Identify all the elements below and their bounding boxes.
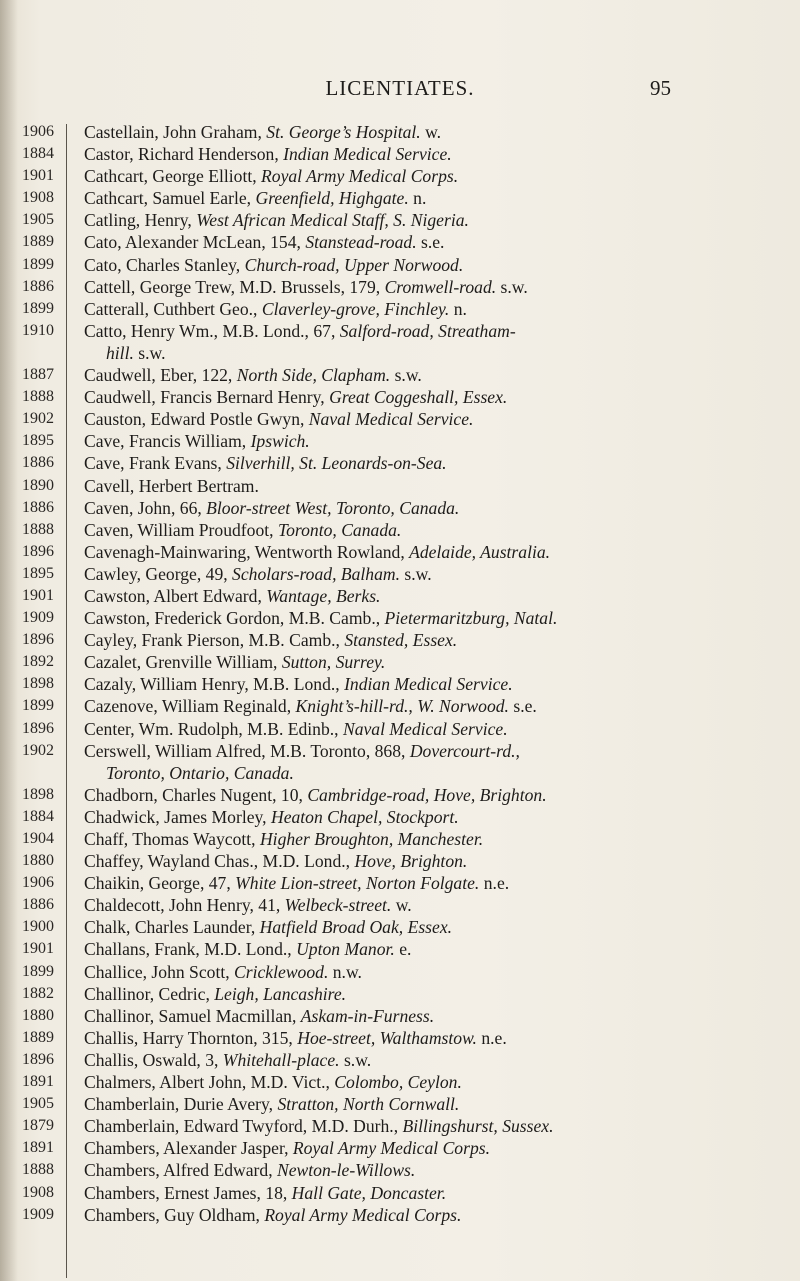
list-item-continuation (0, 762, 800, 784)
page-number: 95 (650, 76, 671, 100)
entry-address: Leigh, Lancashire. (214, 983, 347, 1004)
entry-year: 1880 (22, 1006, 54, 1024)
entry-address: St. George’s Hospital. (266, 122, 421, 142)
entry-year: 1890 (22, 476, 54, 494)
entry-year: 1886 (22, 498, 54, 516)
entry-year: 1909 (22, 609, 54, 627)
list-item (0, 1182, 800, 1204)
entry-year: 1898 (22, 785, 54, 803)
entry-text (84, 298, 796, 320)
entry-address: Great Coggeshall, Essex. (329, 387, 508, 408)
entry-year: 1895 (22, 564, 54, 582)
entry-address: Hall Gate, Doncaster. (291, 1182, 447, 1203)
entry-year: 1896 (22, 542, 54, 560)
entry-address: Royal Army Medical Corps. (292, 1138, 490, 1159)
entry-year: 1888 (22, 520, 54, 538)
entry-year: 1902 (22, 741, 54, 759)
entry-name: Cavenagh-Mainwaring, Wentworth Rowland, (84, 541, 410, 562)
entry-address: Stratton, North Cornwall. (277, 1094, 460, 1115)
entry-text (84, 320, 796, 342)
entry-address: Upton Manor. (296, 939, 395, 960)
licentiate-list (0, 121, 800, 1226)
entry-text (84, 475, 796, 497)
entry-year: 1906 (22, 874, 54, 892)
entry-name: Catterall, Cuthbert Geo., (84, 298, 262, 319)
entry-name: s.w. (390, 365, 422, 386)
entry-address: Wantage, Berks. (266, 585, 381, 606)
entry-name: s.w. (496, 276, 528, 297)
entry-address: Hatfield Broad Oak, Essex. (259, 917, 453, 938)
entry-name: Cathcart, Samuel Earle, (84, 188, 256, 209)
entry-name: Castor, Richard Henderson, (84, 144, 284, 165)
list-item (0, 673, 800, 695)
entry-text (84, 695, 796, 717)
entry-text (84, 1204, 796, 1226)
entry-name: Cawston, Albert Edward, (84, 585, 267, 606)
entry-year: 1884 (22, 145, 54, 163)
entry-address: North Side, Clapham. (236, 365, 391, 386)
entry-text (84, 784, 796, 806)
entry-name: Cave, Francis William, (84, 431, 251, 452)
list-item (0, 585, 800, 607)
running-title: LICENTIATES. (325, 76, 475, 100)
entry-name: n.w. (328, 961, 362, 982)
entry-name: Cazaly, William Henry, M.B. Lond., (84, 674, 345, 695)
list-item (0, 254, 800, 276)
entry-name: Challice, John Scott, (84, 961, 235, 982)
entry-year: 1886 (22, 277, 54, 295)
entry-name: Cayley, Frank Pierson, M.B. Camb., (84, 630, 345, 651)
entry-text (84, 673, 796, 695)
entry-text (84, 386, 796, 408)
entry-name: Cawley, George, 49, (84, 563, 233, 584)
entry-year: 1888 (22, 1161, 54, 1179)
list-item (0, 320, 800, 342)
entry-name: w. (420, 122, 442, 142)
entry-text (84, 430, 796, 452)
entry-address: Whitehall-place. (222, 1049, 340, 1070)
entry-text (84, 143, 796, 165)
list-item (0, 1159, 800, 1181)
entry-name: Challinor, Cedric, (84, 983, 215, 1004)
entry-name: Catto, Henry Wm., M.B. Lond., 67, (84, 320, 340, 341)
entry-address: Stansted, Essex. (344, 630, 458, 651)
entry-text (84, 1182, 796, 1204)
entry-address: Toronto, Canada. (277, 519, 402, 540)
entry-address: Indian Medical Service. (283, 144, 452, 165)
entry-address: Colombo, Ceylon. (334, 1072, 462, 1093)
entry-text (84, 187, 796, 209)
list-item (0, 209, 800, 231)
list-item (0, 916, 800, 938)
list-item (0, 1093, 800, 1115)
list-item (0, 718, 800, 740)
entry-text (84, 872, 796, 894)
entry-year: 1886 (22, 896, 54, 914)
entry-name: Cawston, Frederick Gordon, M.B. Camb., (84, 608, 385, 629)
list-item (0, 1005, 800, 1027)
entry-year: 1898 (22, 675, 54, 693)
entry-address: Claverley-grove, Finchley. (261, 298, 450, 319)
entry-year: 1891 (22, 1139, 54, 1157)
entry-address: Stanstead-road. (305, 232, 417, 253)
entry-text (84, 806, 796, 828)
list-item (0, 938, 800, 960)
list-item (0, 121, 800, 143)
entry-name: Chamberlain, Edward Twyford, M.D. Durh., (84, 1116, 403, 1137)
entry-name: Causton, Edward Postle Gwyn, (84, 409, 309, 430)
entry-address: Dovercourt-rd., (409, 740, 520, 761)
entry-address: Sutton, Surrey. (281, 652, 386, 673)
entry-text (84, 585, 796, 607)
entry-address: Royal Army Medical Corps. (264, 1204, 462, 1225)
list-item (0, 187, 800, 209)
list-item (0, 607, 800, 629)
entry-year: 1902 (22, 410, 54, 428)
entry-text (84, 894, 796, 916)
entry-address: Indian Medical Service. (344, 674, 513, 695)
entry-name: Chambers, Alexander Jasper, (84, 1138, 293, 1159)
entry-year: 1888 (22, 388, 54, 406)
entry-name: n. (449, 298, 467, 319)
list-item (0, 695, 800, 717)
entry-text (106, 762, 796, 784)
list-item (0, 828, 800, 850)
entry-name: Caudwell, Francis Bernard Henry, (84, 387, 330, 408)
entry-year: 1901 (22, 167, 54, 185)
page-header (0, 76, 800, 110)
list-item (0, 961, 800, 983)
entry-year: 1896 (22, 631, 54, 649)
entry-name: Chaikin, George, 47, (84, 873, 236, 894)
entry-year: 1896 (22, 719, 54, 737)
entry-name: Challans, Frank, M.D. Lond., (84, 939, 297, 960)
entry-year: 1891 (22, 1073, 54, 1091)
entry-name: Cerswell, William Alfred, M.B. Toronto, 868, (84, 740, 410, 761)
entry-address: Knight’s-hill-rd., W. Norwood. (295, 696, 509, 717)
entry-address: Toronto, Ontario, Canada. (106, 762, 294, 783)
entry-name: Chalmers, Albert John, M.D. Vict., (84, 1072, 335, 1093)
entry-address: Ipswich. (250, 431, 310, 452)
entry-text (84, 519, 796, 541)
entry-address: Naval Medical Service. (308, 409, 474, 430)
list-item (0, 452, 800, 474)
list-item (0, 1027, 800, 1049)
entry-year: 1905 (22, 1095, 54, 1113)
entry-address: Greenfield, Highgate. (255, 188, 409, 209)
list-item (0, 231, 800, 253)
entry-name: Cato, Alexander McLean, 154, (84, 232, 306, 253)
entry-address: Hove, Brighton. (354, 851, 468, 872)
entry-name: Challis, Oswald, 3, (84, 1049, 223, 1070)
entry-year: 1896 (22, 1050, 54, 1068)
entry-year: 1899 (22, 962, 54, 980)
list-item (0, 408, 800, 430)
entry-year: 1906 (22, 123, 54, 140)
entry-year: 1908 (22, 189, 54, 207)
entry-name: Challis, Harry Thornton, 315, (84, 1027, 298, 1048)
entry-text (84, 1071, 796, 1093)
entry-address: Newton-le-Willows. (277, 1160, 416, 1181)
entry-text (84, 718, 796, 740)
list-item (0, 298, 800, 320)
entry-text (84, 364, 796, 386)
entry-address: Higher Broughton, Manchester. (259, 829, 484, 849)
entry-text (84, 452, 796, 474)
entry-text (84, 1159, 796, 1181)
entry-name: Chamberlain, Durie Avery, (84, 1094, 278, 1115)
entry-text (84, 254, 796, 276)
entry-address: Pietermaritzburg, Natal. (384, 608, 558, 629)
entry-year: 1884 (22, 807, 54, 825)
entry-address: Royal Army Medical Corps. (261, 166, 459, 187)
list-item (0, 806, 800, 828)
entry-text (84, 408, 796, 430)
entry-name: s.w. (400, 563, 432, 584)
entry-address: Cricklewood. (234, 961, 329, 982)
entry-year: 1880 (22, 852, 54, 870)
entry-address: Silverhill, St. Leonards-on-Sea. (226, 453, 447, 474)
list-item (0, 1137, 800, 1159)
list-item (0, 651, 800, 673)
list-item-continuation (0, 342, 800, 364)
entry-year: 1908 (22, 1183, 54, 1201)
entry-year: 1909 (22, 1205, 54, 1223)
entry-year: 1879 (22, 1117, 54, 1135)
entry-year: 1889 (22, 1028, 54, 1046)
entry-name: Cavell, Herbert Bertram. (84, 475, 259, 496)
entry-year: 1887 (22, 366, 54, 384)
entry-text (84, 563, 796, 585)
entry-text (84, 1137, 796, 1159)
entry-address: Scholars-road, Balham. (232, 563, 400, 584)
entry-year: 1899 (22, 697, 54, 715)
entry-address: Naval Medical Service. (342, 718, 508, 739)
entry-text (84, 165, 796, 187)
list-item (0, 850, 800, 872)
entry-name: Catling, Henry, (84, 210, 197, 231)
entry-year: 1901 (22, 940, 54, 958)
list-item (0, 740, 800, 762)
entry-text (84, 916, 796, 938)
entry-address: West African Medical Staff, S. Nigeria. (196, 210, 469, 231)
entry-name: Cattell, George Trew, M.D. Brussels, 179, (84, 276, 385, 297)
entry-address: Heaton Chapel, Stockport. (270, 806, 459, 827)
entry-text (84, 497, 796, 519)
entry-text (84, 961, 796, 983)
entry-name: s.w. (339, 1049, 372, 1070)
entry-address: Cambridge-road, Hove, Brighton. (307, 784, 547, 805)
list-item (0, 983, 800, 1005)
entry-name: Castellain, John Graham, (84, 122, 267, 142)
entry-year: 1899 (22, 255, 54, 273)
entry-name: s.w. (133, 342, 166, 363)
entry-address: Salford-road, Streatham- (339, 320, 516, 341)
entry-text (84, 828, 796, 850)
entry-year: 1895 (22, 432, 54, 450)
entry-text (84, 541, 796, 563)
list-item (0, 1071, 800, 1093)
entry-year: 1892 (22, 653, 54, 671)
entry-address: Adelaide, Australia. (409, 541, 551, 562)
entry-year: 1882 (22, 984, 54, 1002)
entry-name: n. (408, 188, 427, 209)
entry-name: n.e. (476, 1027, 507, 1048)
entry-text (84, 1049, 796, 1071)
entry-year: 1899 (22, 299, 54, 317)
entry-text (84, 121, 796, 143)
entry-year: 1901 (22, 586, 54, 604)
entry-name: Challinor, Samuel Macmillan, (84, 1005, 301, 1026)
list-item (0, 430, 800, 452)
list-item (0, 1049, 800, 1071)
entry-name: Cathcart, George Elliott, (84, 166, 262, 187)
entry-name: Cato, Charles Stanley, (84, 254, 245, 275)
entry-address: hill. (106, 342, 134, 363)
entry-name: Caven, William Proudfoot, (84, 519, 278, 540)
entry-address: Askam-in-Furness. (300, 1005, 435, 1026)
entry-text (84, 1093, 796, 1115)
list-item (0, 784, 800, 806)
entry-text (106, 342, 796, 364)
entry-text (84, 209, 796, 231)
list-item (0, 872, 800, 894)
list-item (0, 475, 800, 497)
entry-name: Chadborn, Charles Nugent, 10, (84, 784, 308, 805)
entry-name: Caudwell, Eber, 122, (84, 365, 237, 386)
list-item (0, 165, 800, 187)
entry-name: s.e. (508, 696, 537, 717)
entry-address: Hoe-street, Walthamstow. (297, 1027, 477, 1048)
list-item (0, 1115, 800, 1137)
entry-address: Church-road, Upper Norwood. (244, 254, 464, 275)
entry-year: 1886 (22, 454, 54, 472)
list-item (0, 563, 800, 585)
entry-year: 1900 (22, 918, 54, 936)
entry-text (84, 983, 796, 1005)
entry-name: Chadwick, James Morley, (84, 806, 271, 827)
entry-text (84, 629, 796, 651)
entry-name: Center, Wm. Rudolph, M.B. Edinb., (84, 718, 343, 739)
entry-name: w. (391, 895, 412, 916)
entry-name: Cazalet, Grenville William, (84, 652, 282, 673)
entry-name: Chaldecott, John Henry, 41, (84, 895, 285, 916)
list-item (0, 519, 800, 541)
list-item (0, 1204, 800, 1226)
entry-year: 1889 (22, 233, 54, 251)
entry-name: Chambers, Guy Oldham, (84, 1204, 265, 1225)
entry-name: Chalk, Charles Launder, (84, 917, 260, 938)
entry-text (84, 607, 796, 629)
list-item (0, 276, 800, 298)
entry-text (84, 1005, 796, 1027)
entry-name: Chaff, Thomas Waycott, (84, 829, 260, 849)
entry-text (84, 938, 796, 960)
entry-address: White Lion-street, Norton Folgate. (235, 873, 480, 894)
list-item (0, 497, 800, 519)
entry-text (84, 740, 796, 762)
entry-text (84, 231, 796, 253)
list-item (0, 364, 800, 386)
entry-text (84, 651, 796, 673)
entry-address: Cromwell-road. (384, 276, 497, 297)
list-item (0, 894, 800, 916)
entry-name: Caven, John, 66, (84, 497, 207, 518)
entry-year: 1904 (22, 830, 54, 847)
entry-address: Bloor-street West, Toronto, Canada. (206, 497, 460, 518)
entry-name: n.e. (479, 873, 510, 894)
list-item (0, 629, 800, 651)
entry-name: e. (394, 939, 412, 960)
entry-text (84, 1027, 796, 1049)
entry-name: Chambers, Alfred Edward, (84, 1160, 277, 1181)
entry-address: Billingshurst, Sussex. (402, 1116, 554, 1137)
entry-name: s.e. (416, 232, 445, 253)
entry-name: Chambers, Ernest James, 18, (84, 1182, 292, 1203)
entry-name: Chaffey, Wayland Chas., M.D. Lond., (84, 851, 355, 872)
entry-name: Cave, Frank Evans, (84, 453, 227, 474)
list-item (0, 386, 800, 408)
entry-name: Cazenove, William Reginald, (84, 696, 296, 717)
entry-year: 1910 (22, 321, 54, 339)
entry-address: Welbeck-street. (284, 895, 392, 916)
entry-year: 1905 (22, 211, 54, 229)
list-item (0, 541, 800, 563)
entry-text (84, 1115, 796, 1137)
entry-text (84, 850, 796, 872)
entry-text (84, 276, 796, 298)
list-item (0, 143, 800, 165)
